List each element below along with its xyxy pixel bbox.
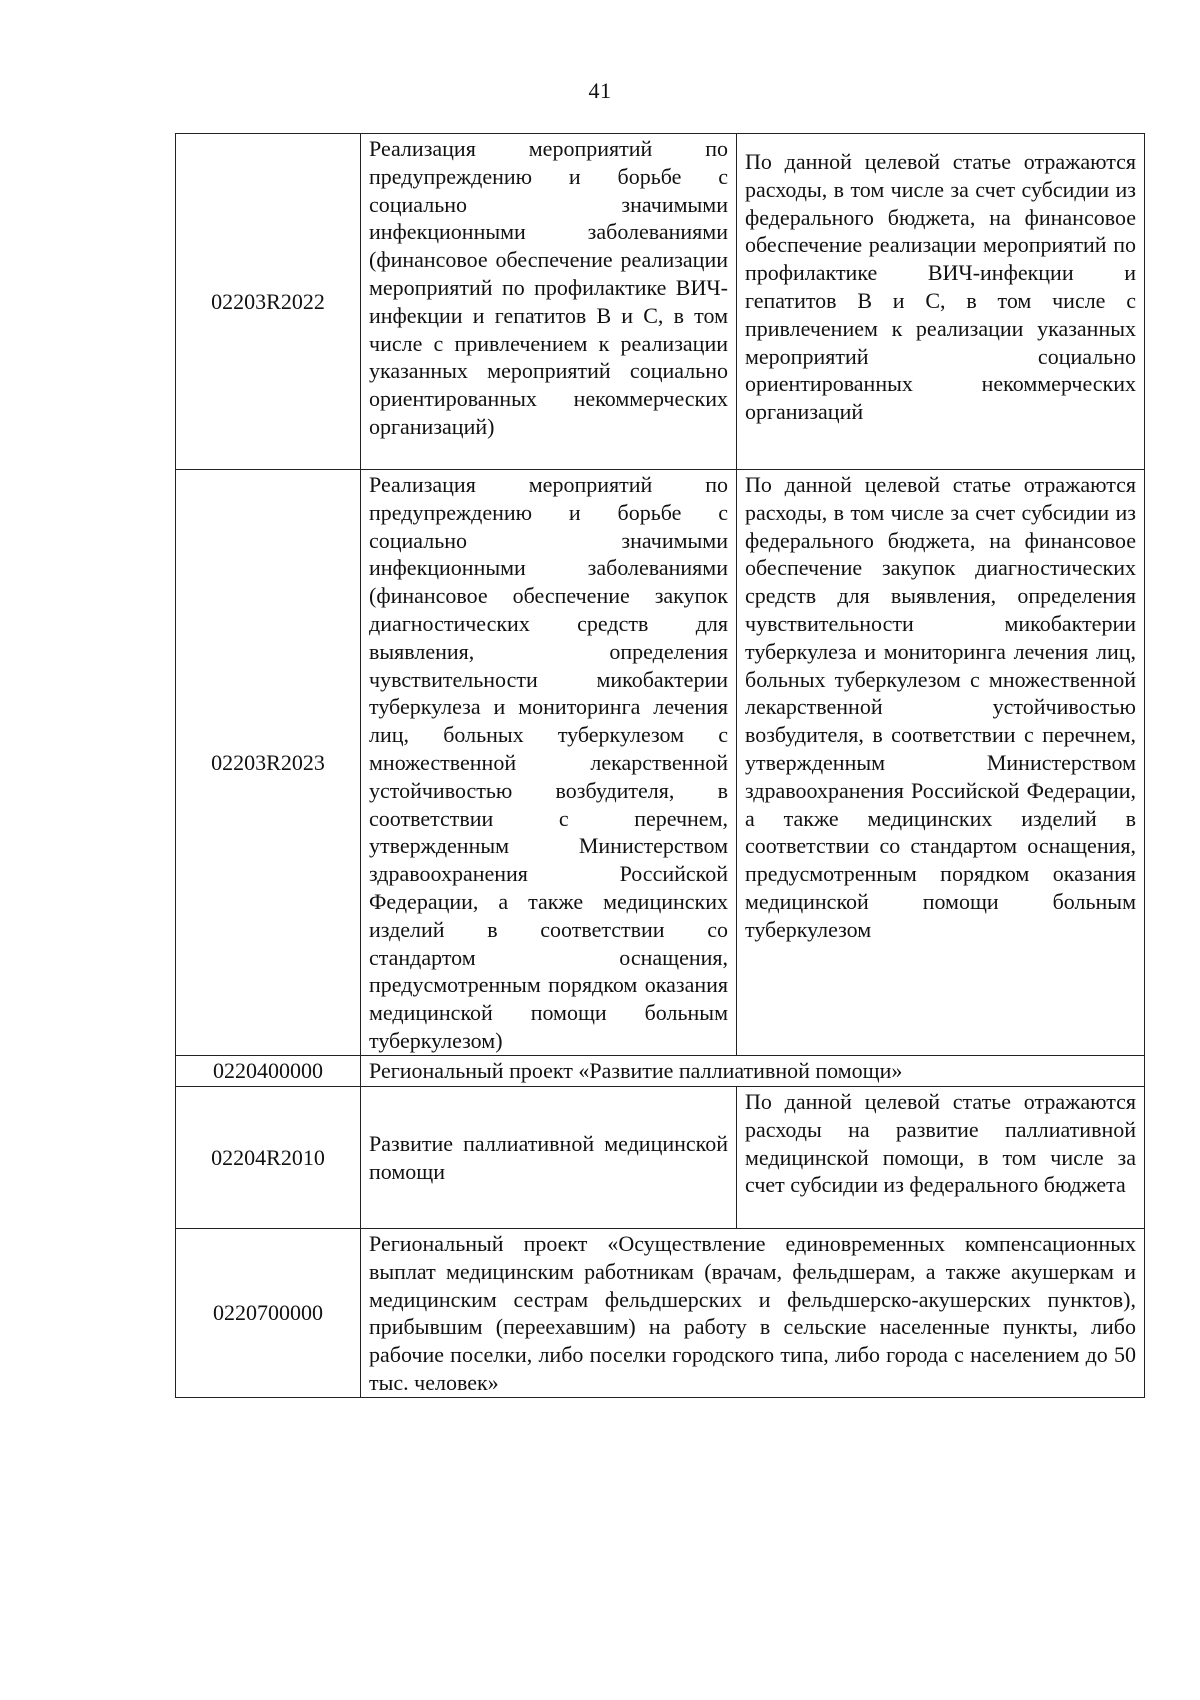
row-code: 02204R2010	[176, 1087, 361, 1229]
row-section-title: Региональный проект «Осуществление единовременных компенсационных выплат медицинским работникам (врачам, фельдшерам, а также акушеркам и медицинским сестрам фельдшерских и фельдшерско-акушерских пунктов), прибывшим (переехавшим) на работу в сельские населенные пункты, либо рабочие поселки, либо поселки городского типа, либо города с населением до 50 тыс. человек»	[361, 1229, 1145, 1398]
table-row	[176, 1087, 1145, 1229]
table-row	[176, 1056, 1145, 1087]
row-code: 0220400000	[176, 1056, 361, 1087]
row-code: 0220700000	[176, 1229, 361, 1398]
budget-classification-table	[175, 133, 1145, 1398]
row-description: По данной целевой статье отражаются расходы, в том числе за счет субсидии из федерального бюджета, на финансовое обеспечение закупок диагностических средств для выявления, определения чувствительности микобактерии туберкулеза и мониторинга лечения лиц, больных туберкулезом с множественной лекарственной устойчивостью возбудителя, в соответствии с перечнем, утвержденным Министерством здравоохранения Российской Федерации, а также медицинских изделий в соответствии со стандартом оснащения, предусмотренным порядком оказания медицинской помощи больным туберкулезом	[737, 470, 1145, 1056]
table-row	[176, 470, 1145, 1056]
page-number: 41	[588, 78, 612, 103]
table-row	[176, 1229, 1145, 1398]
row-code: 02203R2023	[176, 470, 361, 1056]
row-name: Реализация мероприятий по предупреждению и борьбе с социально значимыми инфекционными заболеваниями (финансовое обеспечение закупок диагностических средств для выявления, определения чувствительности микобактерии туберкулеза и мониторинга лечения лиц, больных туберкулезом с множественной лекарственной устойчивостью возбудителя, в соответствии с перечнем, утвержденным Министерством здравоохранения Российской Федерации, а также медицинских изделий в соответствии со стандартом оснащения, предусмотренным порядком оказания медицинской помощи больным туберкулезом)	[361, 470, 737, 1056]
row-description: По данной целевой статье отражаются расходы на развитие паллиативной медицинской помощи, в том числе за счет субсидии из федерального бюджета	[737, 1087, 1145, 1229]
row-code: 02203R2022	[176, 134, 361, 470]
row-name: Реализация мероприятий по предупреждению и борьбе с социально значимыми инфекционными заболеваниями (финансовое обеспечение реализации мероприятий по профилактике ВИЧ-инфекции и гепатитов B и C, в том числе с привлечением к реализации указанных мероприятий социально ориентированных некоммерческих организаций)	[361, 134, 737, 470]
row-section-title: Региональный проект «Развитие паллиативной помощи»	[361, 1056, 1145, 1087]
row-name: Развитие паллиативной медицинской помощи	[361, 1087, 737, 1229]
row-description: По данной целевой статье отражаются расходы, в том числе за счет субсидии из федерального бюджета, на финансовое обеспечение реализации мероприятий по профилактике ВИЧ-инфекции и гепатитов B и C, в том числе с привлечением к реализации указанных мероприятий социально ориентированных некоммерческих организаций	[737, 134, 1145, 470]
table-row	[176, 134, 1145, 470]
